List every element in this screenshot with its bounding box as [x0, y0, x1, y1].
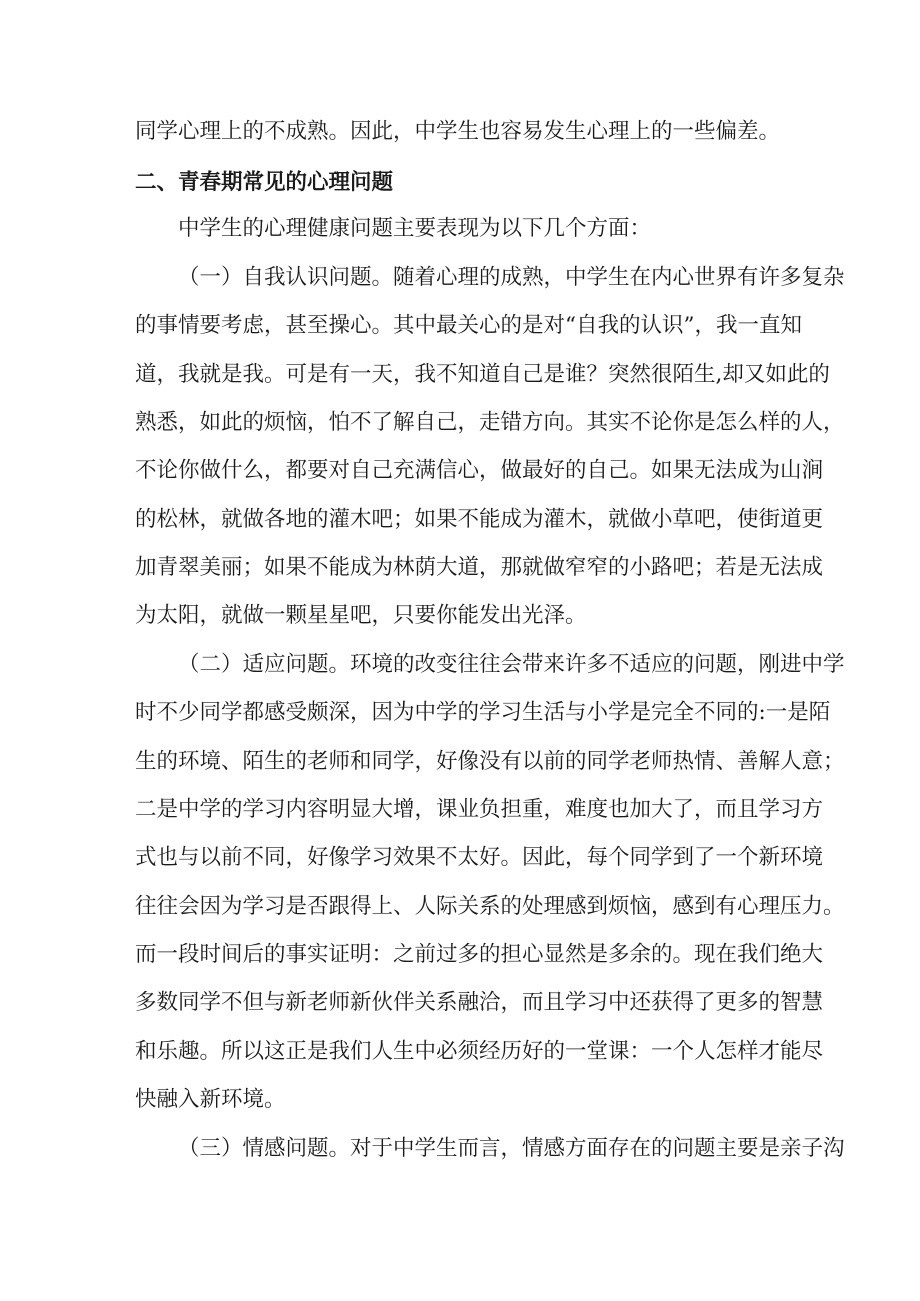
paragraph-self-line: 加青翠美丽；如果不能成为林荫大道，那就做窄窄的小路吧；若是无法成 — [135, 555, 824, 580]
paragraph-adapt-line: 快融入新环境。 — [135, 1087, 286, 1112]
paragraph-self-line: 道，我就是我。可是有一天，我不知道自己是谁？突然很陌生,却又如此的 — [135, 362, 830, 387]
paragraph-adapt-line: 二是中学的学习内容明显大增，课业负担重，难度也加大了，而且学习方 — [135, 797, 824, 822]
paragraph-adapt-line: 式也与以前不同，好像学习效果不太好。因此，每个同学到了一个新环境 — [135, 845, 824, 870]
paragraph-adapt-line: （二）适应问题。环境的改变往往会带来许多不适应的问题，刚进中学 — [178, 652, 845, 677]
paragraph-self-line: 的松林，就做各地的灌木吧；如果不能成为灌木，就做小草吧，使街道更 — [135, 507, 824, 532]
paragraph-self-line: 为太阳，就做一颗星星吧，只要你能发出光泽。 — [135, 603, 587, 628]
paragraph-self-line: 的事情要考虑，甚至操心。其中最关心的是对“自我的认识”，我一直知 — [135, 313, 802, 338]
paragraph-intro-tail: 同学心理上的不成熟。因此，中学生也容易发生心理上的一些偏差。 — [135, 119, 781, 144]
paragraph-adapt-line: 时不少同学都感受颇深，因为中学的学习生活与小学是完全不同的:一是陌 — [135, 700, 831, 725]
paragraph-emotion-start: （三）情感问题。对于中学生而言，情感方面存在的问题主要是亲子沟 — [178, 1136, 845, 1161]
paragraph-overview: 中学生的心理健康问题主要表现为以下几个方面： — [178, 216, 652, 241]
paragraph-self-line: 不论你做什么，都要对自己充满信心，做最好的自己。如果无法成为山涧 — [135, 458, 824, 483]
paragraph-adapt-line: 和乐趣。所以这正是我们人生中必须经历好的一堂课：一个人怎样才能尽 — [135, 1039, 824, 1064]
paragraph-self-line: 熟悉，如此的烦恼，怕不了解自己，走错方向。其实不论你是怎么样的人， — [135, 410, 845, 435]
paragraph-adapt-line: 而一段时间后的事实证明：之前过多的担心显然是多余的。现在我们绝大 — [135, 942, 824, 967]
section-heading: 二、青春期常见的心理问题 — [135, 170, 394, 195]
paragraph-self-line: （一）自我认识问题。随着心理的成熟，中学生在内心世界有许多复杂 — [178, 265, 845, 290]
paragraph-adapt-line: 往往会因为学习是否跟得上、人际关系的处理感到烦恼，感到有心理压力。 — [135, 894, 845, 919]
paragraph-adapt-line: 多数同学不但与新老师新伙伴关系融洽，而且学习中还获得了更多的智慧 — [135, 990, 824, 1015]
paragraph-adapt-line: 生的环境、陌生的老师和同学，好像没有以前的同学老师热情、善解人意； — [135, 749, 845, 774]
